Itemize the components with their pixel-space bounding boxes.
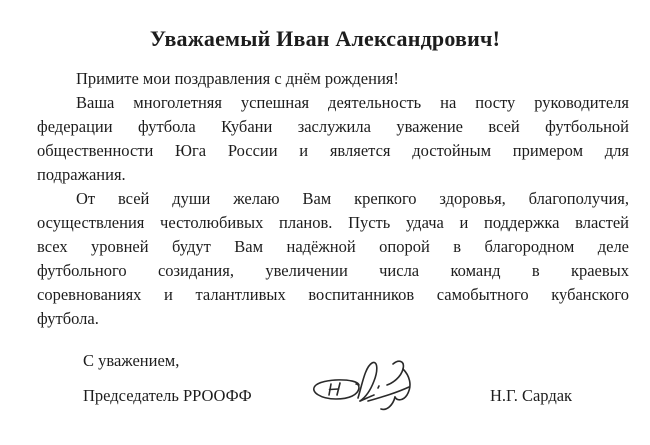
paragraph xyxy=(37,91,629,187)
letter-line: общественности Юга России и является достойным примером для xyxy=(37,141,629,160)
letter-line: Примите мои поздравления с днём рождения! xyxy=(76,69,399,88)
letter-line: футбола. xyxy=(37,309,99,328)
letter-heading: Уважаемый Иван Александрович! xyxy=(149,26,501,51)
letter-body xyxy=(37,67,629,331)
letter-line: Ваша многолетняя успешная деятельность на посту руководителя xyxy=(76,93,629,112)
letter-line: всех уровней будут Вам надёжной опорой в благородном деле xyxy=(37,237,629,256)
letter-line: осуществления честолюбивых планов. Пусть удача и поддержка властей xyxy=(37,213,629,232)
letter-line: соревнованиях и талантливых воспитанников самобытного кубанского xyxy=(37,285,629,304)
closing-regards: С уважением, xyxy=(83,351,180,370)
signer-name: Н.Г. Сардак xyxy=(490,386,573,405)
letter-line: От всей души желаю Вам крепкого здоровья, благополучия, xyxy=(76,189,629,208)
letter-line: подражания. xyxy=(37,165,126,184)
signer-title: Председатель РРООФФ xyxy=(83,386,252,405)
letter-line: федерации футбола Кубани заслужила уважение всей футбольной xyxy=(37,117,629,136)
letter-line: футбольного созидания, увеличении числа команд в краевых xyxy=(37,261,629,280)
paragraph xyxy=(37,67,629,91)
paragraph xyxy=(37,187,629,331)
handwritten-signature-icon xyxy=(308,357,440,415)
